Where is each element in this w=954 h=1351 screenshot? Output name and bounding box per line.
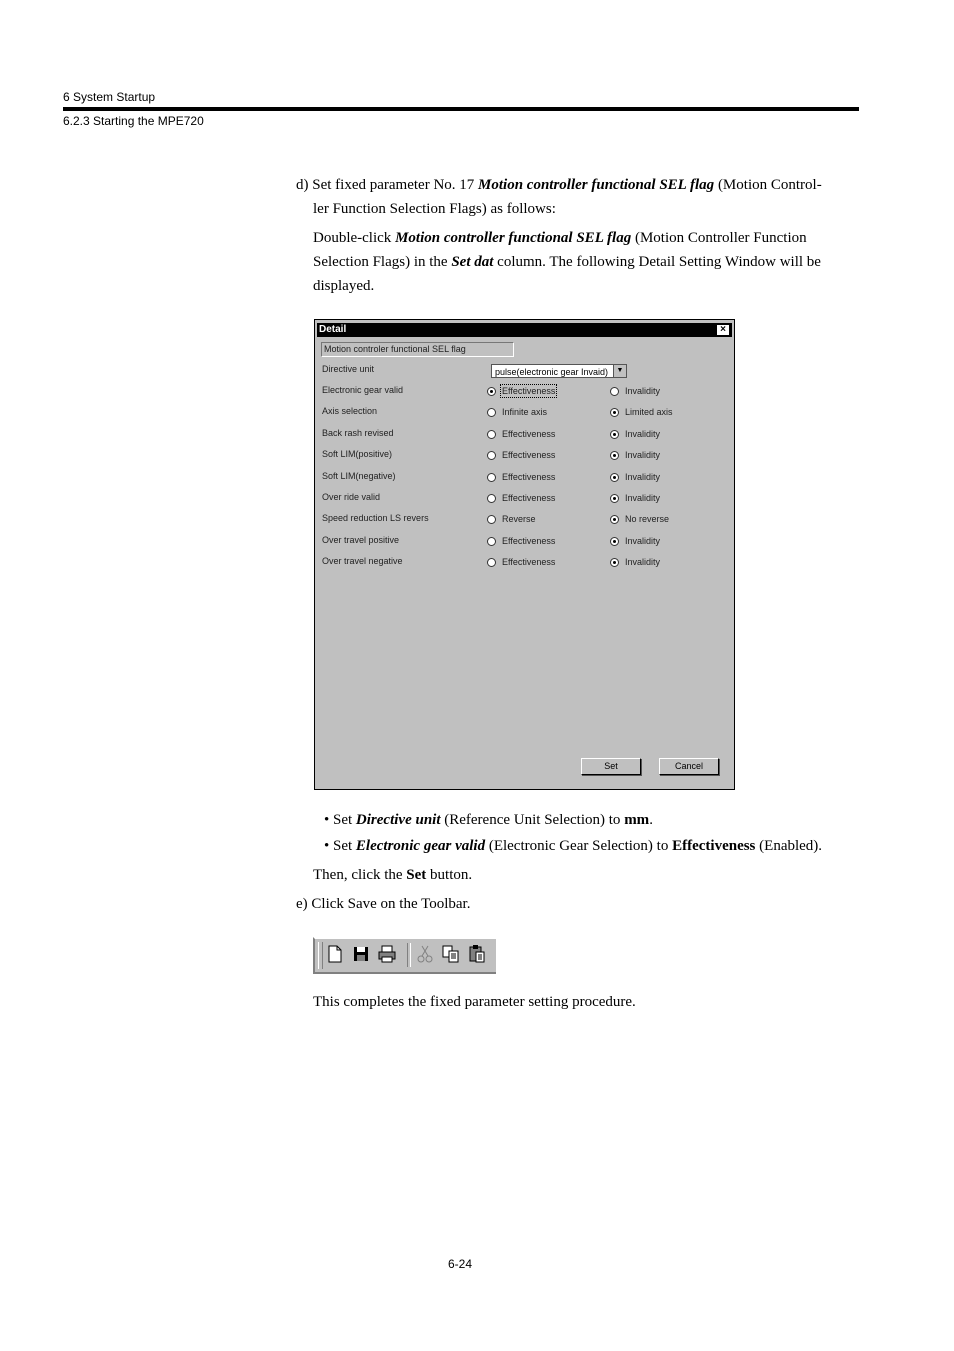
radio-option[interactable] — [610, 557, 660, 567]
step-d-paragraph: d) Set fixed parameter No. 17 Motion controller functional SEL flag (Motion Control- ler Function Selection Flags) as follows: — [296, 177, 822, 217]
radio-option-label: Effectiveness — [502, 429, 556, 439]
radio-option[interactable] — [487, 493, 555, 503]
row-label: Speed reduction LS revers — [322, 513, 429, 523]
radio-option-label: No reverse — [625, 514, 670, 524]
radio-button-icon[interactable] — [610, 387, 619, 396]
copy-icon[interactable] — [441, 944, 461, 964]
closing-paragraph: This completes the fixed parameter setting procedure. — [313, 994, 636, 1010]
chapter-header: 6 System Startup — [63, 90, 156, 104]
row-label: Over travel negative — [322, 556, 403, 566]
save-icon[interactable] — [351, 944, 371, 964]
cancel-button[interactable]: Cancel — [659, 758, 719, 775]
page-number: 6-24 — [447, 1257, 473, 1271]
bullet-directive-unit: • Set Directive unit (Reference Unit Selection) to mm. — [324, 812, 653, 828]
radio-button-icon[interactable] — [610, 430, 619, 439]
radio-option-label: Effectiveness — [502, 472, 556, 482]
header-rule — [63, 107, 859, 111]
radio-button-icon[interactable] — [487, 408, 496, 417]
radio-option-label: Invalidity — [625, 493, 661, 503]
parameter-name-field: Motion controler functional SEL flag — [321, 342, 514, 357]
radio-option[interactable] — [610, 450, 660, 460]
radio-button-icon[interactable] — [487, 387, 496, 396]
radio-option-label: Effectiveness — [502, 450, 556, 460]
radio-option-label: Effectiveness — [502, 557, 556, 567]
radio-button-icon[interactable] — [487, 451, 496, 460]
radio-option-label: Invalidity — [625, 450, 661, 460]
bullet-list — [324, 808, 884, 858]
radio-option[interactable] — [487, 429, 555, 439]
set-button[interactable]: Set — [581, 758, 641, 775]
radio-option[interactable] — [487, 557, 555, 567]
row-label: Soft LIM(positive) — [322, 449, 393, 459]
dialog-title: Detail — [319, 324, 347, 335]
radio-option-label: Invalidity — [625, 536, 661, 546]
toolbar — [313, 937, 496, 974]
radio-button-icon[interactable] — [610, 408, 619, 417]
radio-button-icon[interactable] — [610, 473, 619, 482]
radio-option-label: Invalidity — [625, 557, 661, 567]
radio-option-label: Invalidity — [625, 472, 661, 482]
radio-option-label: Limited axis — [625, 407, 673, 417]
chevron-down-icon[interactable]: ▼ — [613, 365, 626, 377]
directive-unit-label: Directive unit — [322, 364, 375, 374]
directive-unit-select[interactable] — [491, 364, 627, 378]
row-label: Soft LIM(negative) — [322, 471, 396, 481]
radio-button-icon[interactable] — [487, 515, 496, 524]
radio-option[interactable] — [610, 407, 673, 417]
toolbar-grip[interactable] — [318, 942, 323, 969]
radio-option[interactable] — [487, 536, 555, 546]
row-label: Electronic gear valid — [322, 385, 404, 395]
radio-option-label: Reverse — [502, 514, 536, 524]
radio-option[interactable] — [610, 472, 660, 482]
paste-icon[interactable] — [467, 944, 487, 964]
radio-button-icon[interactable] — [487, 537, 496, 546]
radio-option[interactable] — [487, 472, 555, 482]
directive-unit-value: pulse(electronic gear Invaid) — [495, 367, 609, 377]
detail-dialog — [314, 319, 735, 790]
bullet-electronic-gear: • Set Electronic gear valid (Electronic Gear Selection) to Effectiveness (Enabled). — [324, 838, 823, 854]
radio-button-icon[interactable] — [487, 430, 496, 439]
radio-button-icon[interactable] — [610, 537, 619, 546]
section-header: 6.2.3 Starting the MPE720 — [63, 114, 204, 128]
row-label: Back rash revised — [322, 428, 394, 438]
radio-option-label: Effectiveness — [502, 386, 556, 396]
row-label: Axis selection — [322, 406, 378, 416]
radio-option[interactable] — [487, 450, 555, 460]
radio-button-icon[interactable] — [610, 451, 619, 460]
dialog-title-bar — [317, 323, 732, 337]
row-label: Over ride valid — [322, 492, 381, 502]
radio-option[interactable] — [610, 536, 660, 546]
step-e-paragraph: e) Click Save on the Toolbar. — [296, 896, 471, 912]
radio-option-label: Effectiveness — [502, 493, 556, 503]
radio-option-label: Infinite axis — [502, 407, 548, 417]
radio-button-icon[interactable] — [487, 494, 496, 503]
cut-icon[interactable] — [415, 944, 435, 964]
radio-button-icon[interactable] — [610, 515, 619, 524]
radio-option-label: Invalidity — [625, 386, 661, 396]
print-icon[interactable] — [377, 944, 397, 964]
then-click-set: Then, click the Set button. — [313, 867, 473, 883]
step-d-instructions: Double-click Motion controller functional SEL flag (Motion Controller Function Selection Flags) in the Set dat column. The following Detail Setting Window will be displayed. — [313, 230, 821, 294]
radio-option[interactable] — [610, 386, 660, 396]
radio-button-icon[interactable] — [610, 494, 619, 503]
radio-option-label: Effectiveness — [502, 536, 556, 546]
close-icon[interactable]: × — [716, 324, 730, 336]
radio-option[interactable] — [487, 514, 536, 524]
toolbar-separator — [407, 943, 411, 967]
radio-option[interactable] — [610, 514, 669, 524]
radio-option[interactable] — [610, 429, 660, 439]
radio-option-label: Invalidity — [625, 429, 661, 439]
new-file-icon[interactable] — [325, 944, 345, 964]
radio-button-icon[interactable] — [487, 473, 496, 482]
radio-option[interactable] — [487, 386, 555, 396]
radio-option[interactable] — [487, 407, 547, 417]
radio-button-icon[interactable] — [610, 558, 619, 567]
radio-option[interactable] — [610, 493, 660, 503]
row-label: Over travel positive — [322, 535, 400, 545]
radio-button-icon[interactable] — [487, 558, 496, 567]
